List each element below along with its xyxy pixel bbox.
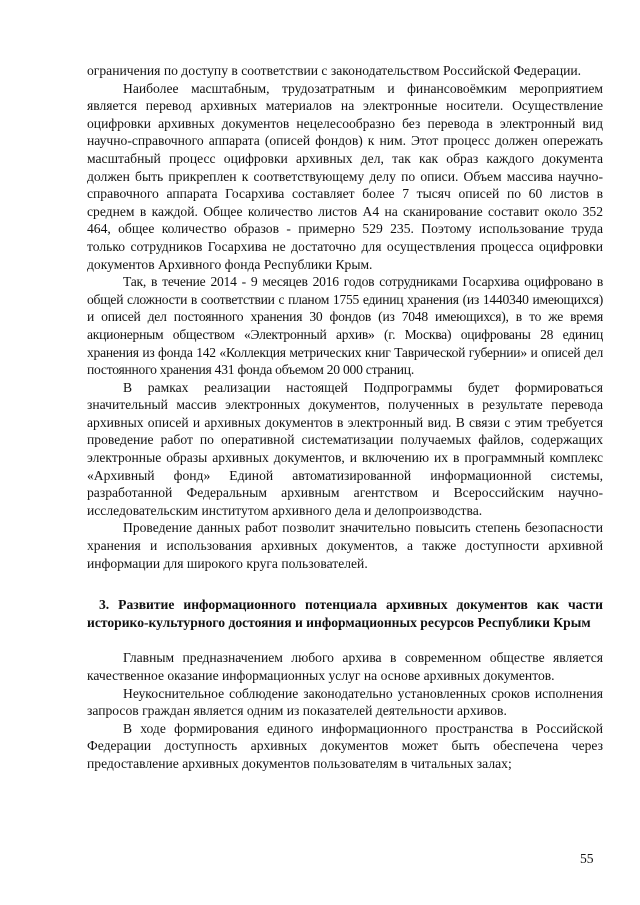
- section-heading: 3. Развитие информационного потенциала архивных документов как части историко-культурного достояния и информационных ресурсов Республики Крым: [87, 597, 603, 630]
- paragraph: В рамках реализации настоящей Подпрограммы будет формироваться значительный массив электронных документов, полученных в результате перевода архивных описей и архивных документов в электронный вид. В связи с этим требуется проведение работ по оперативной систематизации получаемых файлов, содержащих электронные образы архивных документов, и включению их в программный комплекс «Архивный фонд» Единой автоматизированной информационной системы, разработанной Федеральным архивным агентством и Всероссийским научно-исследовательским институтом архивного дела и делопроизводства.: [87, 379, 603, 518]
- paragraph: ограничения по доступу в соответствии с законодательством Российской Федерации.: [87, 63, 582, 78]
- paragraph: Неукоснительное соблюдение законодательно установленных сроков исполнения запросов граждан является одним из показателей деятельности архивов.: [87, 685, 603, 719]
- paragraph: Проведение данных работ позволит значительно повысить степень безопасности хранения и использования архивных документов, а также доступности архивной информации для широкого круга пользователей.: [87, 520, 603, 571]
- body-text: [87, 62, 603, 773]
- paragraph: Так, в течение 2014 - 9 месяцев 2016 годов сотрудниками Госархива оцифровано в общей сложности в соответствии с планом 1755 единиц хранения (из 1440340 имеющихся) и описей дел постоянного хранения 30 фондов (из 7048 имеющихся), в то же время акционерным обществом «Электронный архив» (г. Москва) оцифрованы 28 единиц хранения из фонда 142 «Коллекция метрических книг Таврической губернии» и описей дел постоянного хранения 431 фонда объемом 20 000 страниц.: [87, 274, 603, 378]
- paragraph: В ходе формирования единого информационного пространства в Российской Федерации доступность архивных документов может быть обеспечена через предоставление архивных документов пользователям в читальных залах;: [87, 720, 603, 771]
- paragraph: Наиболее масштабным, трудозатратным и финансовоёмким мероприятием является перевод архивных материалов на электронные носители. Осуществление оцифровки архивных документов нецелесообразно без перевода в электронный вид научно-справочного аппарата (описей фондов) к ним. Этот процесс должен опережать масштабный процесс оцифровки архивных дел, так как образ каждого документа должен быть прикреплен к соответствующему делу по описи. Объем массива научно-справочного аппарата Госархива составляет более 7 тысяч описей по 60 листов в среднем в каждой. Общее количество листов А4 на сканирование составит около 352 464, общее количество образов - примерно 529 235. Поэтому использование труда только сотрудников Госархива не достаточно для осуществления процесса оцифровки документов Архивного фонда Республики Крым.: [87, 80, 603, 272]
- page-number: 55: [580, 851, 594, 866]
- paragraph: Главным предназначением любого архива в современном обществе является качественное оказание информационных услуг на основе архивных документов.: [87, 650, 603, 683]
